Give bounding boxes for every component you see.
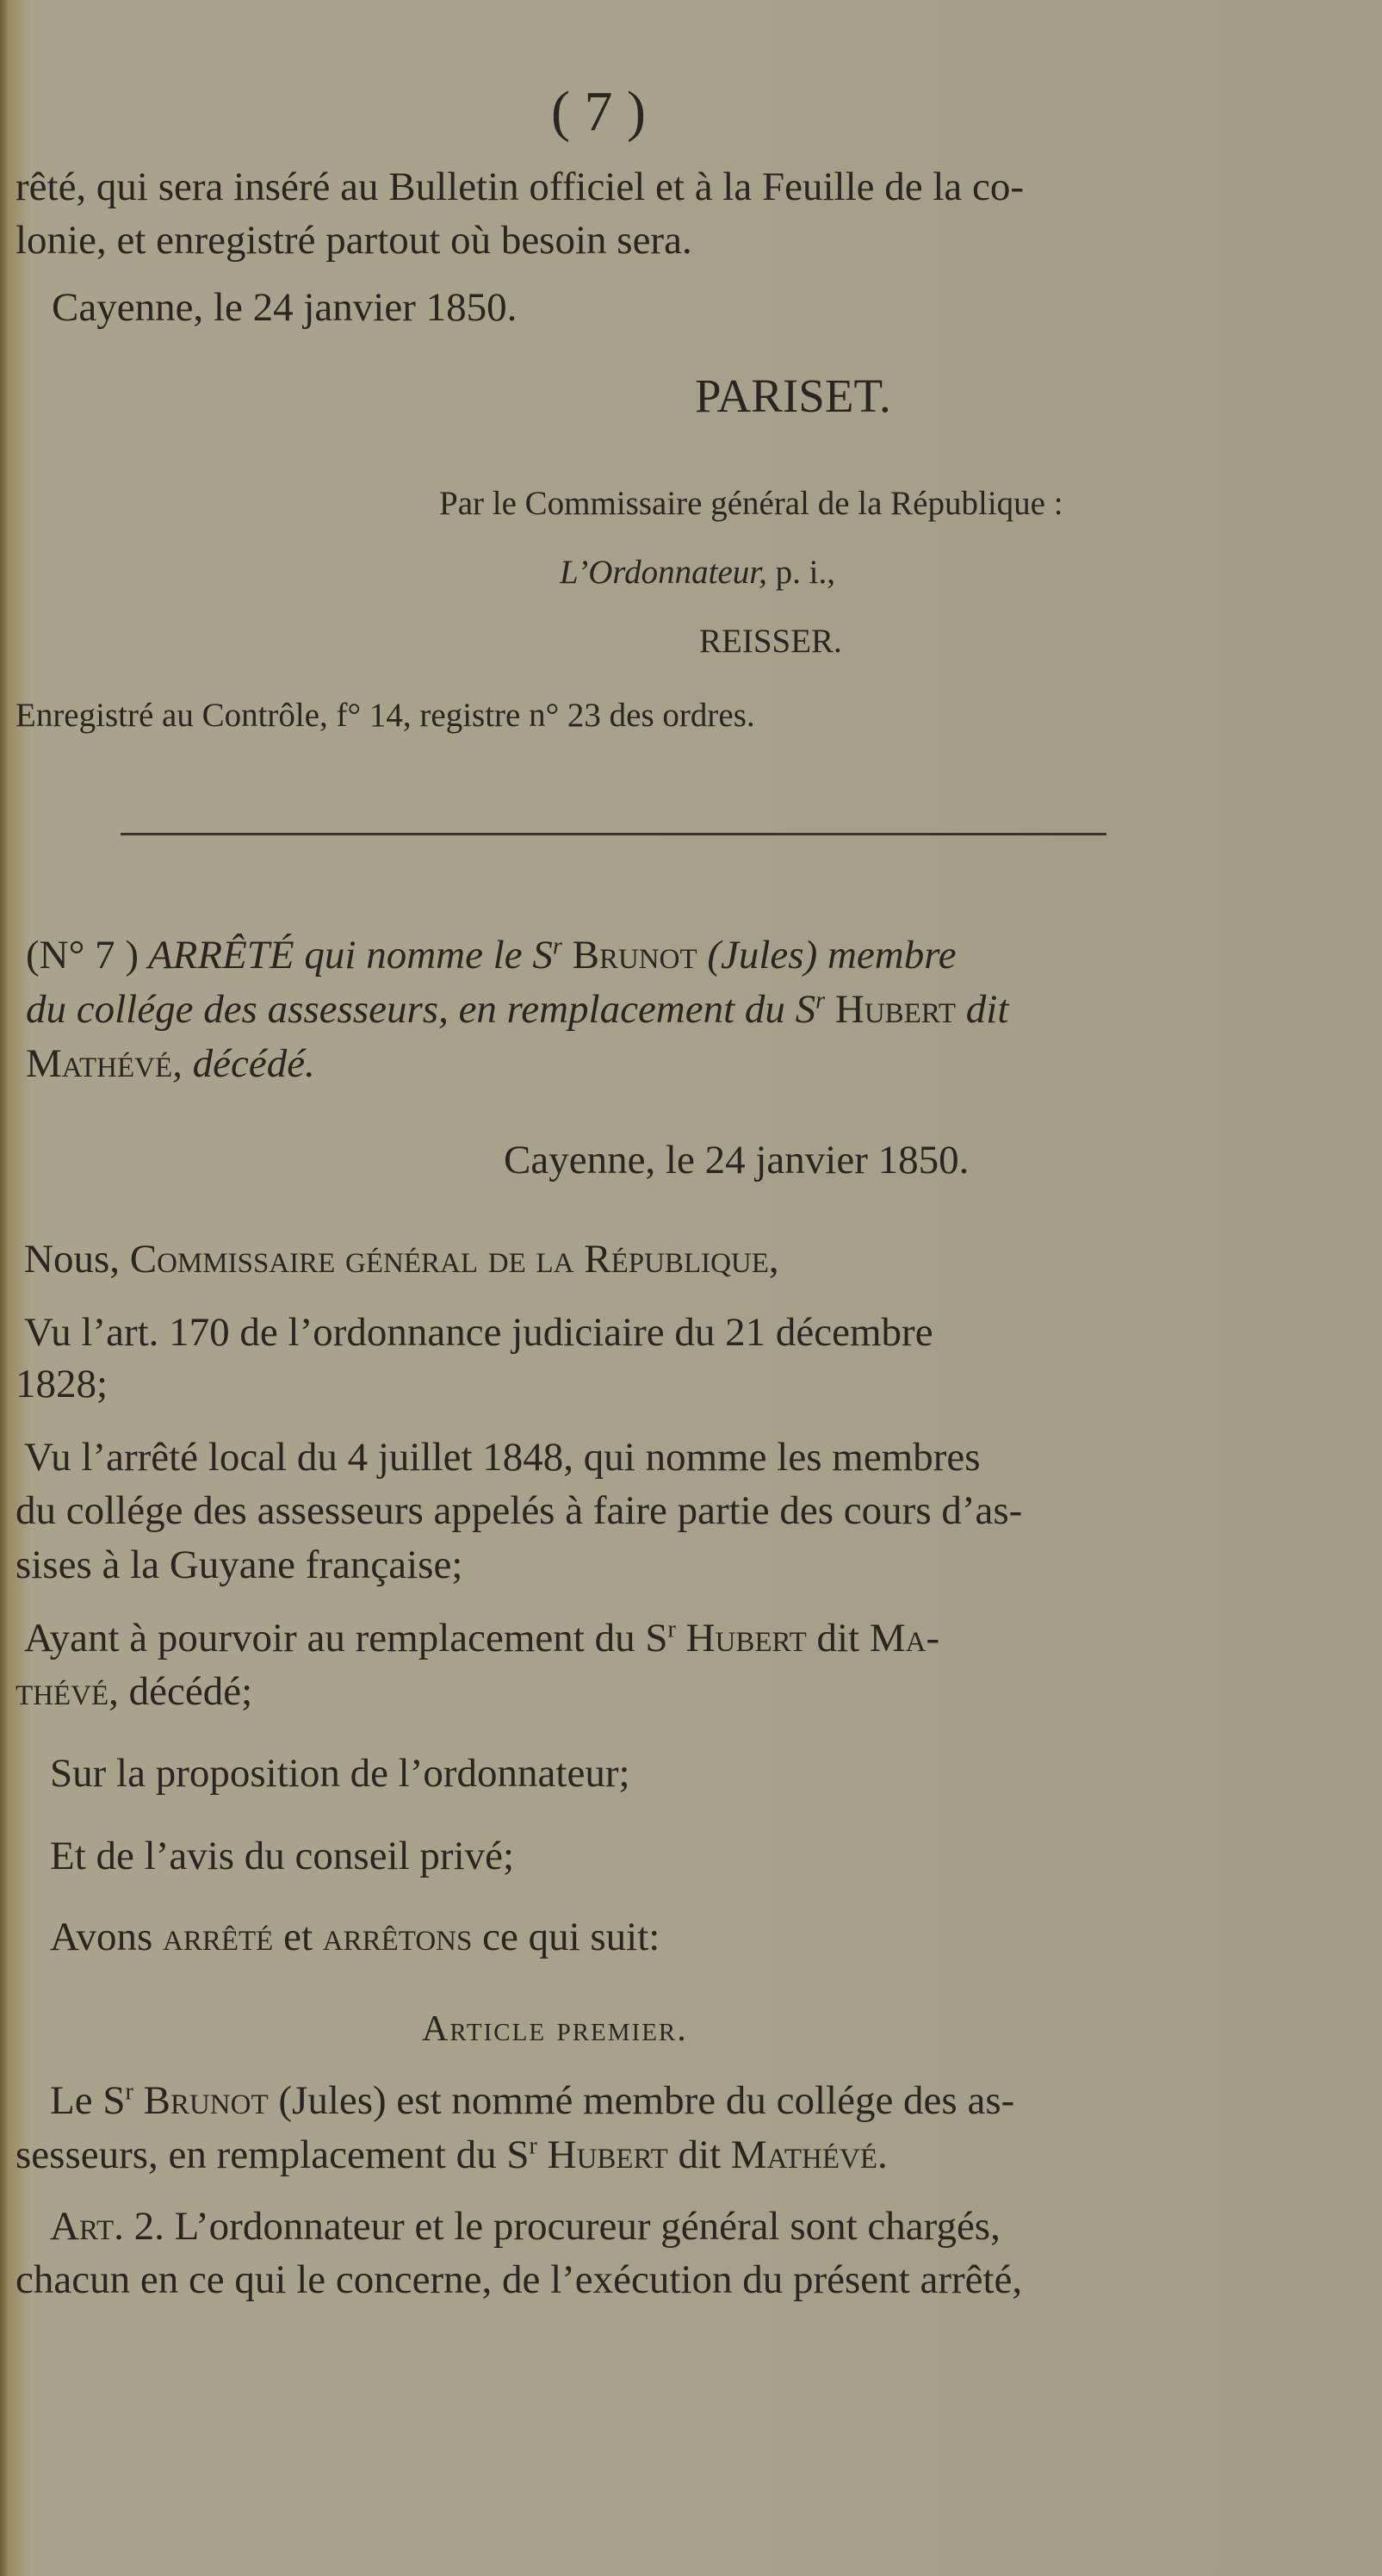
avons-suit: ce qui suit: — [472, 1915, 660, 1959]
act-heading-line-1 — [26, 932, 957, 978]
vu-1-line-2: 1828; — [15, 1362, 108, 1406]
art1-sup-2: r — [529, 2132, 537, 2160]
art1-le: Le S — [50, 2078, 126, 2123]
article-1-line-1 — [50, 2077, 1014, 2124]
art1-name-hubert: Hubert — [536, 2132, 668, 2177]
avons-arretons: arrêtons — [322, 1915, 473, 1959]
vu-2-line-3: sises à la Guyane française; — [15, 1542, 463, 1587]
preamble-line-1: rêté, qui sera inséré au Bulletin officiel et à la Feuille de la co- — [15, 164, 1025, 209]
article-1-title: Article premier. — [422, 2009, 688, 2049]
avons-line — [50, 1914, 660, 1960]
ordonnateur-suffix: p. i., — [766, 554, 835, 591]
avons-a: Avons — [50, 1915, 163, 1959]
nous-title: Commissaire général de la République — [129, 1237, 769, 1282]
act-number: (N° 7 ) — [26, 933, 139, 978]
authority-title — [560, 553, 835, 592]
art1-period: . — [877, 2132, 888, 2177]
ayant-name-theve: thévé — [15, 1669, 109, 1714]
authority-name: REISSER. — [699, 623, 842, 660]
avons-arrete: arrêté — [163, 1915, 274, 1959]
ayant-sup: r — [667, 1616, 676, 1643]
act-name-hubert: Hubert — [825, 987, 957, 1032]
nous-prefix: Nous, — [24, 1237, 130, 1282]
art1-name-matheve: Mathévé — [730, 2132, 877, 2177]
ayant-decede: , décédé; — [108, 1669, 253, 1714]
act-heading-part: ARRÊTÉ qui nomme le S — [139, 933, 553, 978]
ordonnateur-title: L’Ordonnateur, — [560, 554, 767, 591]
act-heading-line-2 — [26, 986, 1008, 1033]
art1-name-brunot: Brunot — [133, 2078, 269, 2123]
page-number: ( 7 ) — [551, 80, 646, 143]
act-sup-2: r — [815, 987, 826, 1015]
article-2-line-1 — [50, 2203, 1001, 2250]
act-heading-line2-text: du collége des assesseurs, en remplacement du S — [26, 987, 816, 1032]
vu-1-line-1: Vu l’art. 170 de l’ordonnance judiciaire du 21 décembre — [24, 1310, 933, 1355]
vu-2-line-2: du collége des assesseurs appelés à faire partie des cours d’as- — [15, 1488, 1023, 1533]
place-date-1: Cayenne, le 24 janvier 1850. — [52, 285, 517, 330]
ayant-line-2 — [15, 1668, 252, 1715]
nous-suffix: , — [768, 1237, 779, 1282]
place-date-2: Cayenne, le 24 janvier 1850. — [504, 1138, 970, 1182]
act-name-matheve: Mathévé — [26, 1041, 173, 1086]
act-heading-part-b: (Jules) membre — [697, 933, 957, 978]
art2-label: Art. 2. — [50, 2204, 164, 2249]
art1-rest: (Jules) est nommé membre du collége des as- — [268, 2078, 1015, 2123]
act-heading-decede: , décédé. — [172, 1041, 315, 1086]
et-line: Et de l’avis du conseil privé; — [50, 1834, 515, 1878]
ayant-line-1 — [24, 1615, 939, 1661]
nous-line — [24, 1236, 779, 1282]
avons-et: et — [273, 1915, 323, 1959]
act-sup: r — [552, 933, 562, 960]
sur-line: Sur la proposition de l’ordonnateur; — [50, 1751, 630, 1796]
section-divider — [121, 833, 1106, 835]
authority-by-line: Par le Commissaire général de la République : — [439, 485, 1063, 522]
ayant-name-hubert: Hubert — [675, 1616, 807, 1660]
art1-l2: sesseurs, en remplacement du S — [15, 2132, 530, 2177]
act-name-brunot: Brunot — [561, 933, 697, 978]
article-2-line-2: chacun en ce qui le concerne, de l’exécution du présent arrêté, — [15, 2257, 1023, 2302]
art2-text: L’ordonnateur et le procureur général sont chargés, — [164, 2204, 1001, 2249]
ayant-name-ma: Ma- — [869, 1616, 940, 1660]
act-heading-line-3 — [26, 1040, 315, 1087]
ayant-dit: dit — [806, 1616, 870, 1660]
act-heading-line2-dit: dit — [956, 987, 1009, 1032]
ayant-text: Ayant à pourvoir au remplacement du S — [24, 1616, 668, 1660]
registration-note: Enregistré au Contrôle, f° 14, registre n° 23 des ordres. — [15, 697, 755, 734]
art1-dit: dit — [667, 2132, 731, 2177]
preamble-line-2: lonie, et enregistré partout où besoin sera. — [15, 218, 692, 263]
art1-sup: r — [125, 2078, 133, 2106]
article-1-line-2 — [15, 2132, 888, 2178]
signature-pariset: PARISET. — [695, 369, 891, 422]
vu-2-line-1: Vu l’arrêté local du 4 juillet 1848, qui nomme les membres — [24, 1435, 981, 1480]
